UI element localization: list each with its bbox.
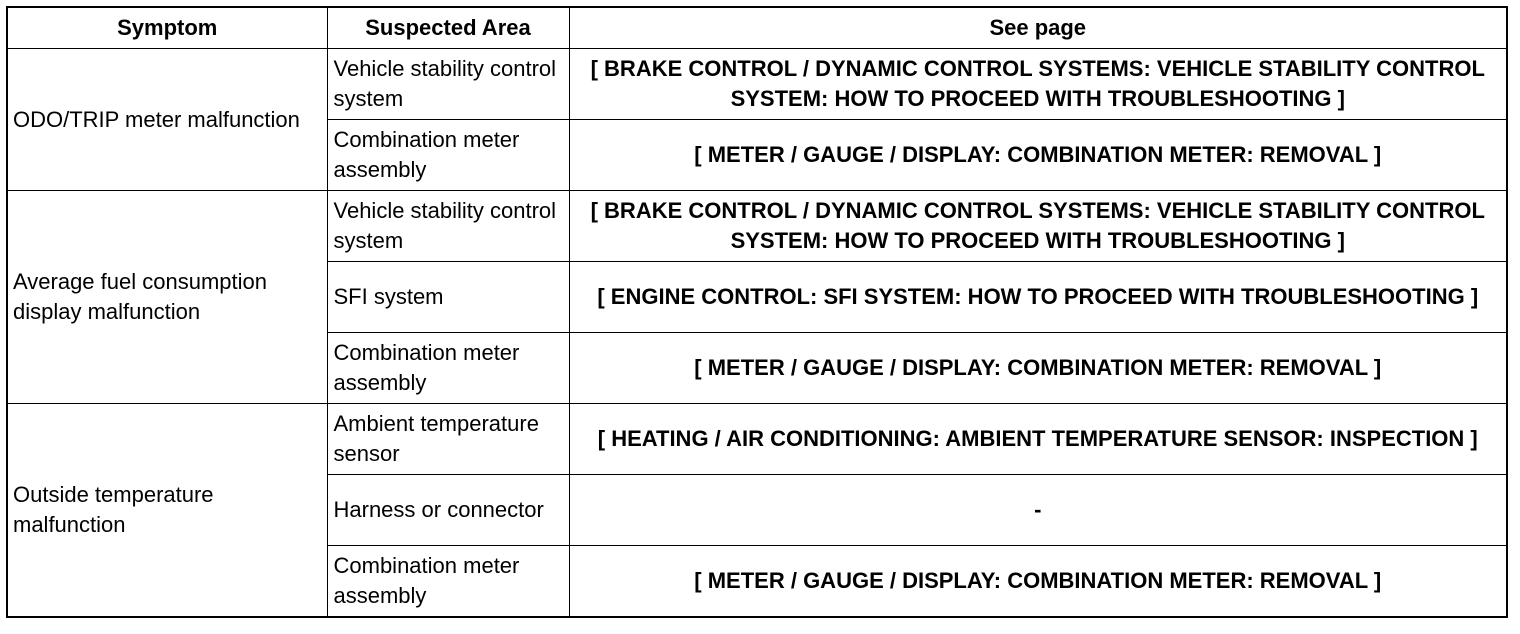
see-page-link[interactable]: [ METER / GAUGE / DISPLAY: COMBINATION METER: REMOVAL ] — [569, 546, 1507, 618]
header-see-page: See page — [569, 7, 1507, 49]
symptom-cell: ODO/TRIP meter malfunction — [7, 49, 327, 191]
troubleshooting-table — [6, 6, 1508, 618]
table-row — [7, 49, 1507, 120]
table-row — [7, 404, 1507, 475]
table-row — [7, 191, 1507, 262]
symptom-cell: Average fuel consumption display malfunction — [7, 191, 327, 404]
suspected-area-cell: Combination meter assembly — [327, 120, 569, 191]
suspected-area-cell: Ambient temperature sensor — [327, 404, 569, 475]
see-page-link[interactable]: [ HEATING / AIR CONDITIONING: AMBIENT TEMPERATURE SENSOR: INSPECTION ] — [569, 404, 1507, 475]
see-page-link[interactable]: [ METER / GAUGE / DISPLAY: COMBINATION METER: REMOVAL ] — [569, 120, 1507, 191]
suspected-area-cell: Vehicle stability control system — [327, 191, 569, 262]
suspected-area-cell: Combination meter assembly — [327, 333, 569, 404]
header-row — [7, 7, 1507, 49]
suspected-area-cell: Harness or connector — [327, 475, 569, 546]
suspected-area-cell: Vehicle stability control system — [327, 49, 569, 120]
suspected-area-cell: Combination meter assembly — [327, 546, 569, 618]
see-page-link[interactable]: [ BRAKE CONTROL / DYNAMIC CONTROL SYSTEMS: VEHICLE STABILITY CONTROL SYSTEM: HOW TO PROCEED WITH TROUBLESHOOTING ] — [569, 49, 1507, 120]
symptom-cell: Outside temperature malfunction — [7, 404, 327, 618]
header-symptom: Symptom — [7, 7, 327, 49]
suspected-area-cell: SFI system — [327, 262, 569, 333]
see-page-value: - — [569, 475, 1507, 546]
see-page-link[interactable]: [ BRAKE CONTROL / DYNAMIC CONTROL SYSTEMS: VEHICLE STABILITY CONTROL SYSTEM: HOW TO PROCEED WITH TROUBLESHOOTING ] — [569, 191, 1507, 262]
header-suspected-area: Suspected Area — [327, 7, 569, 49]
see-page-link[interactable]: [ ENGINE CONTROL: SFI SYSTEM: HOW TO PROCEED WITH TROUBLESHOOTING ] — [569, 262, 1507, 333]
see-page-link[interactable]: [ METER / GAUGE / DISPLAY: COMBINATION METER: REMOVAL ] — [569, 333, 1507, 404]
